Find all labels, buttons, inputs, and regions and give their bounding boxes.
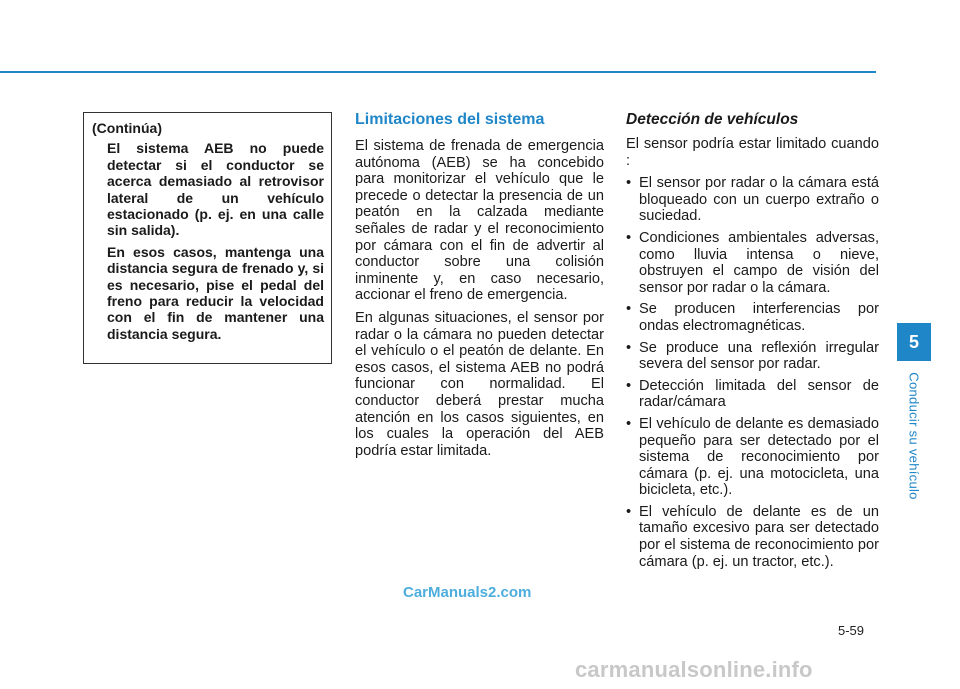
right-column <box>626 110 879 575</box>
list-item-text: El vehículo de delante es demasiado pequeño para ser detectado por el sistema de reconocimiento por cámara (p. ej. una motocicleta, una bicicleta, etc.). <box>639 415 879 499</box>
list-item-text: Detección limitada del sensor de radar/cámara <box>639 377 879 411</box>
watermark-footer: carmanualsonline.info <box>575 657 813 682</box>
bullet-icon: • <box>626 229 632 246</box>
list-item-text: El sensor por radar o la cámara está bloqueado con un cuerpo extraño o suciedad. <box>639 175 879 225</box>
list-item-text: Condiciones ambientales adversas, como lluvia intensa o nieve, obstruyen el campo de visión del sensor por radar o la cámara. <box>639 229 879 296</box>
watermark-link[interactable]: CarManuals2.com <box>403 584 532 601</box>
list-item <box>626 340 879 373</box>
list-item-text: El vehículo de delante es de un tamaño excesivo para ser detectado por el sistema de reconocimiento por cámara (p. ej. un tractor, etc.). <box>639 503 879 570</box>
bullet-icon: • <box>626 339 632 356</box>
list-item <box>626 504 879 570</box>
section-title: Limitaciones del sistema <box>355 111 545 128</box>
list-item-text: Se produce una reflexión irregular severa del sensor por radar. <box>639 339 879 373</box>
middle-paragraph-1: El sistema de frenada de emergencia autónoma (AEB) se ha concebido para monitorizar el vehículo que le precede o detectar la presencia de un peatón en la calzada mediante señales de radar y el reconocimiento por cámara con el fin de advertir al conductor sobre una colisión inminente y, en caso necesario, accionar el freno de emergencia. <box>355 138 604 304</box>
continued-notice-box <box>83 112 332 364</box>
list-item <box>626 301 879 334</box>
subsection-title: Detección de vehículos <box>626 111 799 128</box>
page-number: 5-59 <box>838 623 865 638</box>
notice-paragraph-2: En esos casos, mantenga una distancia segura de frenado y, si es necesario, pise el pedal del freno para reducir la velocidad con el fin de mantener una distancia segura. <box>107 243 324 342</box>
bullet-icon: • <box>626 301 632 318</box>
list-item <box>626 378 879 411</box>
bullet-icon: • <box>626 415 632 432</box>
list-item <box>626 175 879 225</box>
list-item-text: Se producen interferencias por ondas electromagnéticas. <box>639 301 879 334</box>
bullet-icon: • <box>626 175 632 192</box>
bullet-icon: • <box>626 503 632 520</box>
list-item <box>626 416 879 499</box>
header-rule <box>0 71 876 73</box>
chapter-number-tab: 5 <box>897 323 931 361</box>
continued-label: (Continúa) <box>92 120 162 136</box>
limitations-list <box>626 175 879 570</box>
middle-column <box>355 110 604 465</box>
notice-paragraph-1: El sistema AEB no puede detectar si el conductor se acerca demasiado al retrovisor lateral de un vehículo estacionado (p. ej. en una calle sin salida). <box>107 140 324 239</box>
middle-paragraph-2: En algunas situaciones, el sensor por radar o la cámara no pueden detectar el vehículo o el peatón de delante. En esos casos, el sistema AEB no podrá funcionar con normalidad. El conductor deberá prestar mucha atención en los casos siguientes, en los cuales la operación del AEB podría estar limitada. <box>355 309 604 459</box>
right-intro: El sensor podría estar limitado cuando : <box>626 136 879 169</box>
list-item <box>626 230 879 296</box>
bullet-icon: • <box>626 377 632 394</box>
chapter-label: Conducir su vehículo <box>906 372 922 500</box>
